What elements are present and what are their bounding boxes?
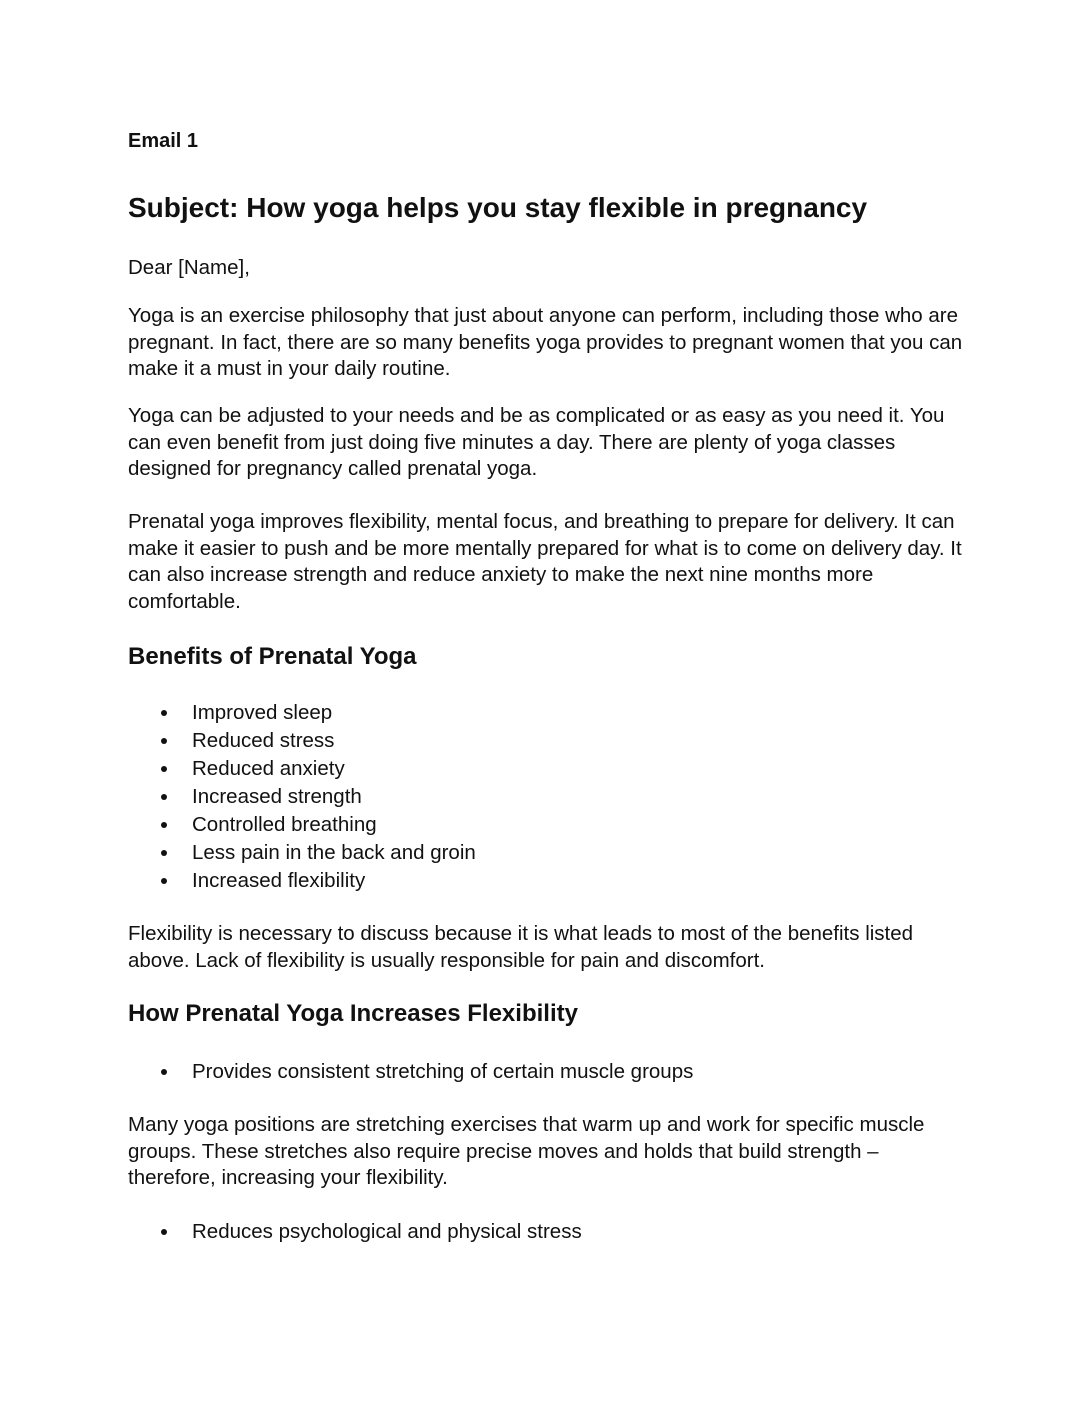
bullet-icon bbox=[161, 738, 167, 744]
list-item bbox=[128, 839, 476, 867]
greeting: Dear [Name], bbox=[128, 256, 250, 279]
bullet-icon bbox=[161, 878, 167, 884]
benefits-heading: Benefits of Prenatal Yoga bbox=[128, 643, 417, 670]
bullet-icon bbox=[161, 766, 167, 772]
bullet-icon bbox=[161, 710, 167, 716]
flexibility-list-2 bbox=[128, 1218, 582, 1246]
bullet-icon bbox=[161, 822, 167, 828]
list-item-label: Reduced anxiety bbox=[192, 757, 345, 780]
list-item-label: Improved sleep bbox=[192, 701, 333, 724]
list-item-label: Provides consistent stretching of certain muscle groups bbox=[192, 1060, 694, 1083]
list-item-label: Increased flexibility bbox=[192, 869, 366, 892]
flexibility-heading: How Prenatal Yoga Increases Flexibility bbox=[128, 1000, 578, 1027]
paragraph-stretching: Many yoga positions are stretching exercises that warm up and work for specific muscle groups. These stretches also require precise moves and holds that build strength – therefore, increasing your flexibility. bbox=[128, 1113, 925, 1189]
list-item-label: Reduces psychological and physical stress bbox=[192, 1220, 582, 1243]
list-item bbox=[128, 867, 476, 895]
email-label: Email 1 bbox=[128, 130, 199, 152]
list-item bbox=[128, 727, 476, 755]
benefits-list bbox=[128, 699, 476, 895]
list-item-label: Controlled breathing bbox=[192, 813, 377, 836]
list-item bbox=[128, 1218, 582, 1246]
list-item bbox=[128, 1058, 693, 1086]
bullet-icon bbox=[161, 1229, 167, 1235]
paragraph-adjustable: Yoga can be adjusted to your needs and be as complicated or as easy as you need it. You can even benefit from just doing five minutes a day. There are plenty of yoga classes designed for pregnancy called prenatal yoga. bbox=[128, 404, 945, 480]
list-item bbox=[128, 755, 476, 783]
list-item-label: Increased strength bbox=[192, 785, 362, 808]
list-item bbox=[128, 699, 476, 727]
bullet-icon bbox=[161, 1069, 167, 1075]
paragraph-prenatal: Prenatal yoga improves flexibility, mental focus, and breathing to prepare for delivery. It can make it easier to push and be more mentally prepared for what is to come on delivery day. It can also increase strength and reduce anxiety to make the next nine months more comfortable. bbox=[128, 510, 962, 613]
flexibility-list-1 bbox=[128, 1058, 693, 1086]
paragraph-flexibility-intro: Flexibility is necessary to discuss because it is what leads to most of the benefits listed above. Lack of flexibility is usually responsible for pain and discomfort. bbox=[128, 922, 914, 972]
list-item-label: Less pain in the back and groin bbox=[192, 841, 476, 864]
bullet-icon bbox=[161, 794, 167, 800]
subject-heading: Subject: How yoga helps you stay flexible in pregnancy bbox=[128, 192, 868, 223]
bullet-icon bbox=[161, 850, 167, 856]
list-item bbox=[128, 811, 476, 839]
paragraph-intro: Yoga is an exercise philosophy that just about anyone can perform, including those who are pregnant. In fact, there are so many benefits yoga provides to pregnant women that you can make it a must in your daily routine. bbox=[128, 304, 963, 380]
list-item bbox=[128, 783, 476, 811]
list-item-label: Reduced stress bbox=[192, 729, 335, 752]
